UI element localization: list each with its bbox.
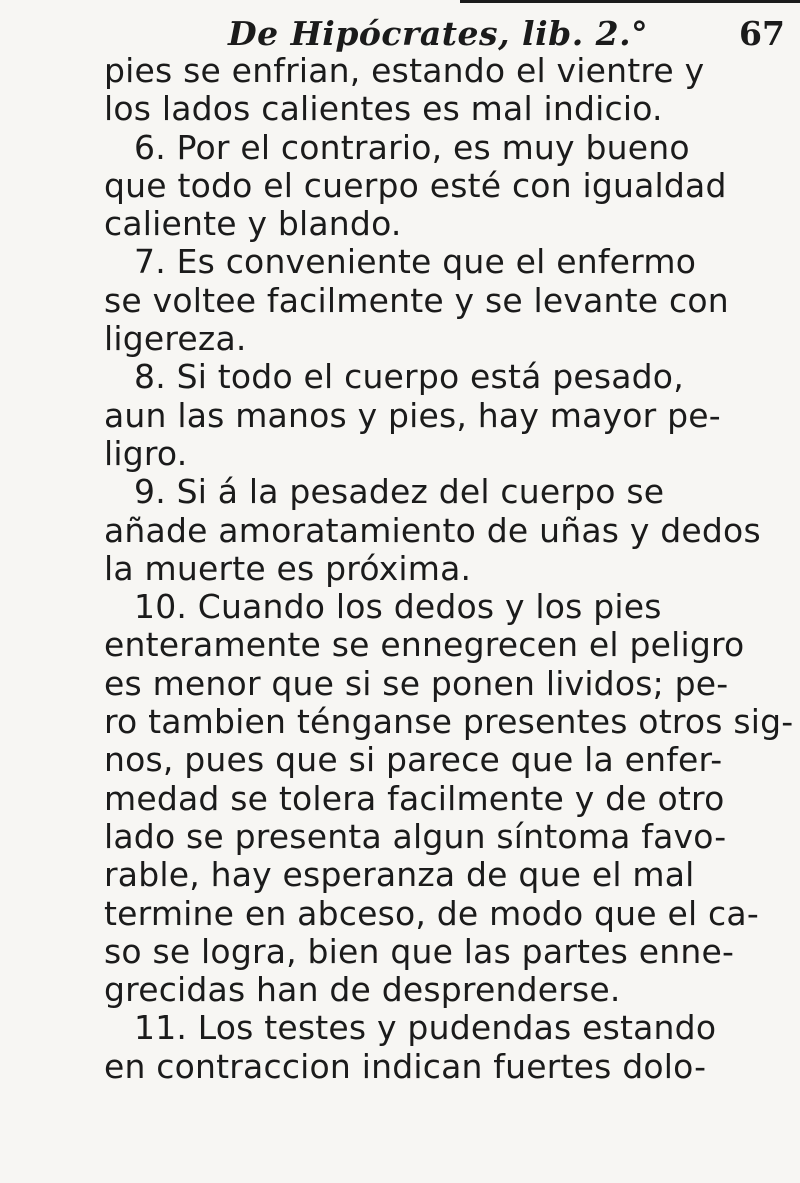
text-line: termine en abceso, de modo que el ca- (104, 893, 759, 933)
text-line: los lados calientes es mal indicio. (104, 89, 663, 129)
text-line: que todo el cuerpo esté con igualdad (104, 165, 727, 205)
text-line: 9. Si á la pesadez del cuerpo se (134, 472, 665, 512)
running-header (0, 14, 800, 54)
text-line: ligro. (104, 433, 188, 473)
text-line: 7. Es conveniente que el enfermo (134, 242, 697, 282)
text-line: rable, hay esperanza de que el mal (104, 855, 695, 895)
text-line: es menor que si se ponen lividos; pe- (104, 663, 729, 703)
text-line: medad se tolera facilmente y de otro (104, 778, 725, 818)
body-text (104, 52, 794, 1086)
text-line: en contraccion indican fuertes dolo- (104, 1046, 707, 1086)
text-line: 10. Cuando los dedos y los pies (134, 587, 662, 627)
text-line: lado se presenta algun síntoma favo- (104, 816, 727, 856)
text-line: 8. Si todo el cuerpo está pesado, (134, 357, 684, 397)
text-line: enteramente se ennegrecen el peligro (104, 625, 745, 665)
text-line: so se logra, bien que las partes enne- (104, 931, 735, 971)
text-line: 6. Por el contrario, es muy bueno (134, 127, 690, 167)
page-number: 67 (739, 14, 785, 53)
text-line: se voltee facilmente y se levante con (104, 280, 729, 320)
text-line: pies se enfrian, estando el vientre y (104, 51, 705, 90)
text-line: nos, pues que si parece que la enfer- (104, 740, 723, 780)
running-title: De Hipócrates, lib. 2.° (228, 14, 649, 53)
text-line: añade amoratamiento de uñas y dedos (104, 510, 761, 550)
top-rule (460, 0, 800, 3)
text-line: ro tambien ténganse presentes otros sig- (104, 702, 794, 742)
text-line: 11. Los testes y pudendas estando (134, 1008, 717, 1048)
text-line: grecidas han de desprenderse. (104, 970, 621, 1010)
text-line: ligereza. (104, 319, 247, 359)
text-line: aun las manos y pies, hay mayor pe- (104, 395, 721, 435)
text-line: caliente y blando. (104, 204, 402, 244)
text-line: la muerte es próxima. (104, 548, 472, 588)
